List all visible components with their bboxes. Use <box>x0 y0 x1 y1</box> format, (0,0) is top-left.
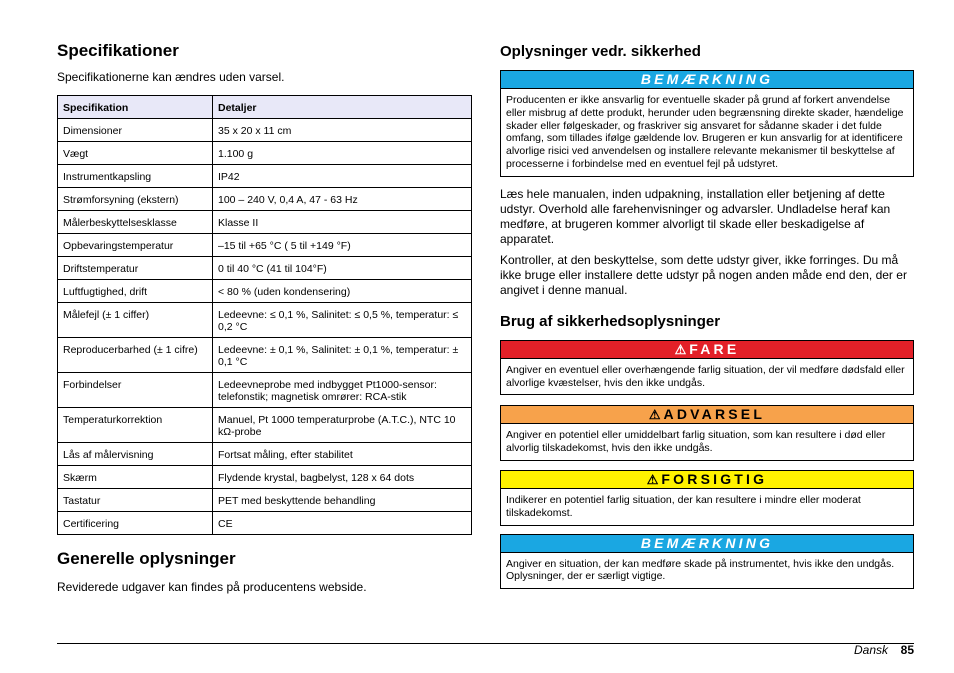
table-row <box>58 338 472 373</box>
table-cell-spec: Instrumentkapsling <box>58 165 213 188</box>
table-cell-detail: CE <box>213 512 472 535</box>
general-title: Generelle oplysninger <box>57 549 236 568</box>
table-row <box>58 165 472 188</box>
safety-paragraph-1: Læs hele manualen, inden udpakning, installation eller betjening af dette udstyr. Overhold alle farehenvisninger og advarsler. Undladelse heraf kan medføre, at brugeren kommer alvorligt til skade eller beskadigelse af apparatet. <box>500 186 891 246</box>
caution-label: FORSIGTIG <box>661 470 768 487</box>
footer-language: Dansk <box>853 643 888 657</box>
warning-box-header <box>501 406 913 424</box>
table-cell-detail: Fortsat måling, efter stabilitet <box>213 443 472 466</box>
warning-box-text: Angiver en potentiel eller umiddelbart farlig situation, som kan resultere i død eller alvorlig tilskadekomst, hvis den ikke undgås. <box>506 429 886 455</box>
table-cell-spec: Luftfugtighed, drift <box>58 280 213 303</box>
caution-box-header <box>501 471 913 489</box>
table-cell-detail: Klasse II <box>213 211 472 234</box>
left-column <box>57 40 472 595</box>
table-header-spec: Specifikation <box>58 96 213 119</box>
table-cell-spec: Målefejl (± 1 ciffer) <box>58 303 213 338</box>
table-cell-spec: Skærm <box>58 466 213 489</box>
table-cell-spec: Temperaturkorrektion <box>58 408 213 443</box>
table-cell-detail: 1.100 g <box>213 142 472 165</box>
warning-label: ADVARSEL <box>663 406 766 423</box>
warning-triangle-icon: ⚠ <box>648 407 661 423</box>
table-row <box>58 373 472 408</box>
table-cell-spec: Lås af målervisning <box>58 443 213 466</box>
safety-title: Oplysninger vedr. sikkerhed <box>500 43 701 60</box>
general-text: Reviderede udgaver kan findes på producentens webside. <box>57 580 367 594</box>
warning-triangle-icon: ⚠ <box>674 341 687 357</box>
note-box-text: Producenten er ikke ansvarlig for eventuelle skader på grund af forkert anvendelse eller misbrug af dette produkt, herunder uden begrænsning direkte skader, hændelige skader eller følgeskader, og fraskriver sig ansvaret for sådanne skader i det fulde omfang, som tillades ifølge gældende lov. Brugeren er kun ansvarlig for at identificere alvorlige risici ved anvendelsen og installere relevante mekanismer til beskyttelse af processerne i forbindelse med en eventuel fejl på udstyret. <box>506 94 904 170</box>
table-cell-detail: Ledeevne: ≤ 0,1 %, Salinitet: ≤ 0,5 %, temperatur: ≤ 0,2 °C <box>213 303 472 338</box>
note-box-hazard <box>500 534 914 590</box>
caution-box-text: Indikerer en potentiel farlig situation, der kan resultere i mindre eller moderat tilskadekomst. <box>506 493 861 519</box>
table-row <box>58 303 472 338</box>
table-cell-detail: < 80 % (uden kondensering) <box>213 280 472 303</box>
table-cell-spec: Opbevaringstemperatur <box>58 234 213 257</box>
specs-intro: Specifikationerne kan ændres uden varsel. <box>57 70 285 84</box>
table-cell-spec: Driftstemperatur <box>58 257 213 280</box>
table-cell-detail: Ledeevne: ± 0,1 %, Salinitet: ± 0,1 %, temperatur: ± 0,1 °C <box>213 338 472 373</box>
right-column <box>500 40 914 589</box>
danger-box <box>500 340 914 396</box>
table-header-details: Detaljer <box>213 96 472 119</box>
specs-title: Specifikationer <box>57 41 179 60</box>
table-cell-detail: IP42 <box>213 165 472 188</box>
warning-triangle-icon: ⚠ <box>646 471 659 487</box>
table-row <box>58 280 472 303</box>
table-row <box>58 188 472 211</box>
note-box-header: BEMÆRKNING <box>501 535 913 553</box>
footer-divider <box>57 643 914 644</box>
table-row <box>58 234 472 257</box>
table-cell-spec: Vægt <box>58 142 213 165</box>
table-cell-spec: Tastatur <box>58 489 213 512</box>
table-cell-detail: Ledeevneprobe med indbygget Pt1000-sensor: telefonstik; magnetisk omrører: RCA-stik <box>213 373 472 408</box>
table-row <box>58 408 472 443</box>
table-cell-detail: 100 – 240 V, 0,4 A, 47 - 63 Hz <box>213 188 472 211</box>
table-cell-spec: Strømforsyning (ekstern) <box>58 188 213 211</box>
hazard-title: Brug af sikkerhedsoplysninger <box>500 312 721 330</box>
footer-page-number: 85 <box>900 643 914 657</box>
table-row <box>58 512 472 535</box>
danger-label: FARE <box>689 340 740 357</box>
table-row <box>58 443 472 466</box>
spec-table-body <box>58 119 472 535</box>
caution-box <box>500 470 914 526</box>
table-cell-detail: Manuel, Pt 1000 temperaturprobe (A.T.C.), NTC 10 kΩ-probe <box>213 408 472 443</box>
table-row <box>58 257 472 280</box>
table-row <box>58 466 472 489</box>
warning-box <box>500 405 914 461</box>
table-row <box>58 119 472 142</box>
safety-paragraph-2: Kontroller, at den beskyttelse, som dette udstyr giver, ikke forringes. Du må ikke bruge eller installere dette udstyr på nogen anden måde end den, der er angivet i denne manual. <box>500 252 907 297</box>
table-row <box>58 211 472 234</box>
table-header-row <box>58 96 472 119</box>
spec-table <box>57 95 472 535</box>
table-cell-detail: Flydende krystal, bagbelyst, 128 x 64 dots <box>213 466 472 489</box>
note-box-header: BEMÆRKNING <box>501 71 913 89</box>
danger-box-header <box>501 341 913 359</box>
table-row <box>58 142 472 165</box>
table-cell-detail: 0 til 40 °C (41 til 104°F) <box>213 257 472 280</box>
table-row <box>58 489 472 512</box>
note-box-text: Angiver en situation, der kan medføre skade på instrumentet, hvis ikke den undgås. Oplysninger, der er særligt vigtige. <box>506 557 895 583</box>
table-cell-spec: Forbindelser <box>58 373 213 408</box>
table-cell-spec: Reproducerbarhed (± 1 cifre) <box>58 338 213 373</box>
note-box-safety <box>500 70 914 177</box>
table-cell-detail: –15 til +65 °C ( 5 til +149 °F) <box>213 234 472 257</box>
danger-box-text: Angiver en eventuel eller overhængende farlig situation, der vil medføre dødsfald eller alvorlige kvæstelser, hvis den ikke undgås. <box>506 363 905 389</box>
table-cell-spec: Målerbeskyttelsesklasse <box>58 211 213 234</box>
table-cell-spec: Certificering <box>58 512 213 535</box>
table-cell-spec: Dimensioner <box>58 119 213 142</box>
table-cell-detail: PET med beskyttende behandling <box>213 489 472 512</box>
table-cell-detail: 35 x 20 x 11 cm <box>213 119 472 142</box>
